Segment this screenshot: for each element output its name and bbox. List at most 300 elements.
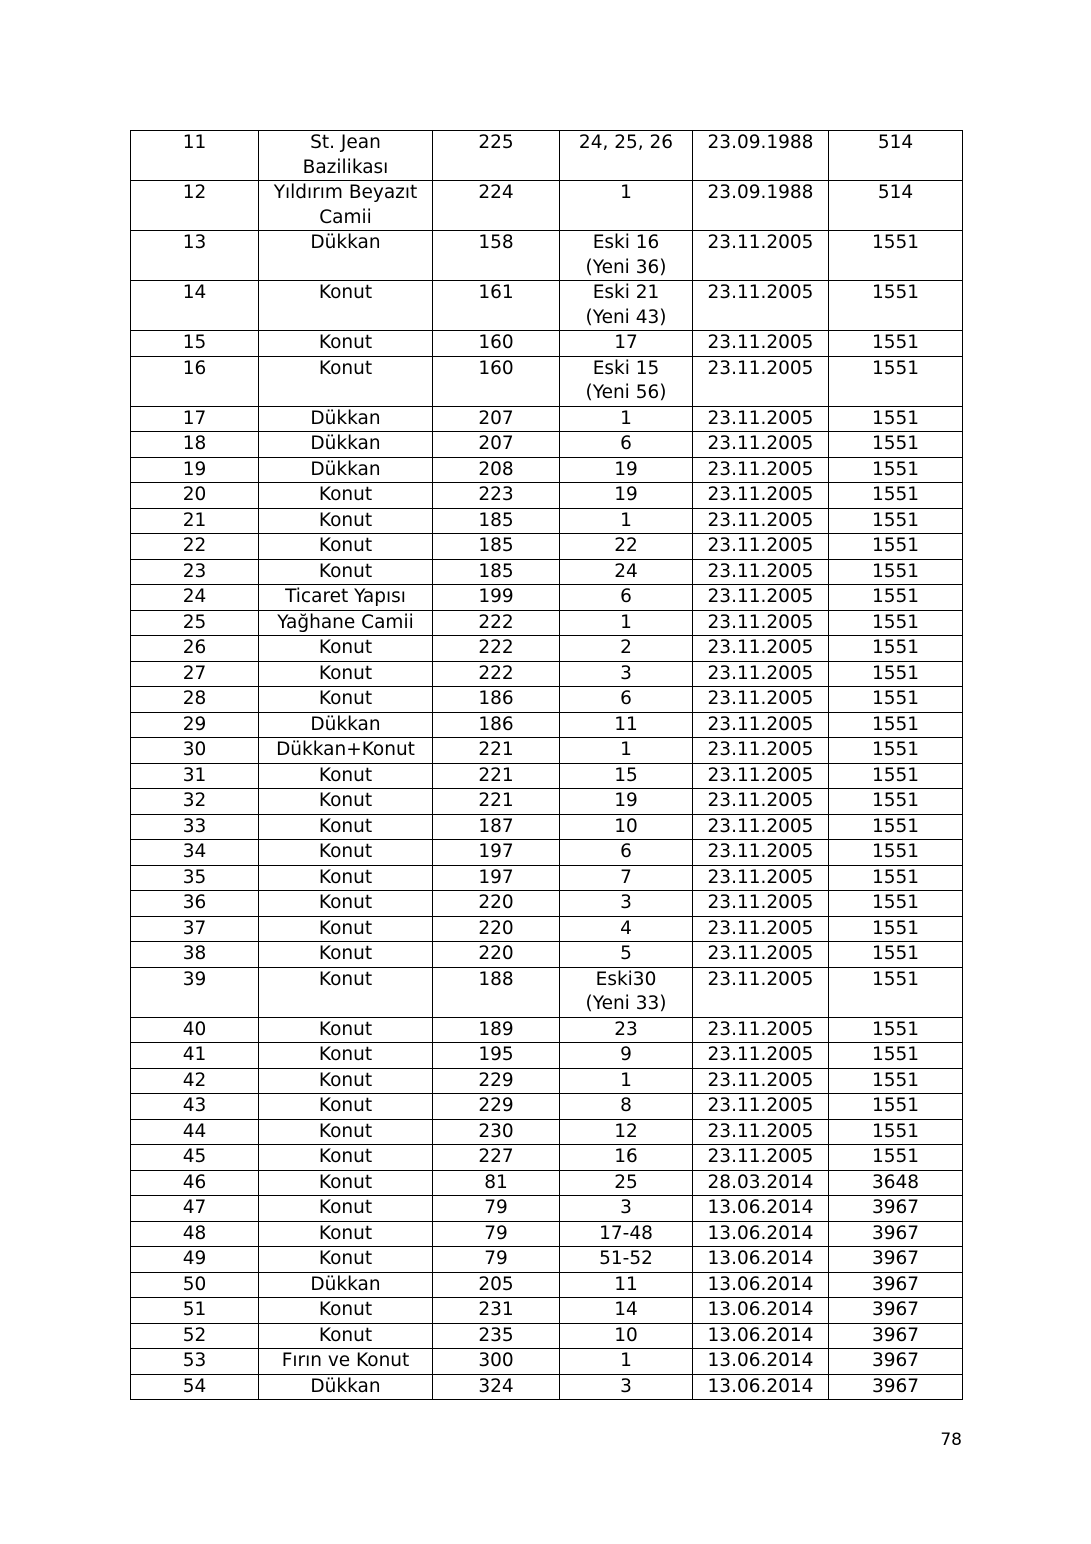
parcel-number-cell: 2 [560,636,693,662]
table-row [131,916,963,942]
parcel-number-cell: 1 [560,1349,693,1375]
decision-date-cell: 23.11.2005 [693,661,829,687]
row-number-cell: 44 [131,1119,259,1145]
table-row [131,687,963,713]
row-number-cell: 42 [131,1068,259,1094]
block-number-cell: 300 [433,1349,560,1375]
decision-date-cell: 23.11.2005 [693,231,829,281]
parcel-number-cell: 16 [560,1145,693,1171]
decision-number-cell: 1551 [829,967,963,1017]
decision-date-cell: 13.06.2014 [693,1374,829,1400]
parcel-number-cell: 17-48 [560,1221,693,1247]
decision-number-cell: 1551 [829,789,963,815]
table-row [131,814,963,840]
decision-number-cell: 3967 [829,1323,963,1349]
decision-date-cell: 23.11.2005 [693,457,829,483]
parcel-number-cell: 3 [560,891,693,917]
row-number-cell: 32 [131,789,259,815]
parcel-number-cell: 11 [560,712,693,738]
parcel-number-cell: 25 [560,1170,693,1196]
parcel-number-cell: Eski 21 (Yeni 43) [560,281,693,331]
registry-table [130,130,963,1400]
decision-number-cell: 3967 [829,1247,963,1273]
building-type-cell: Konut [259,331,433,357]
building-type-cell: Dükkan+Konut [259,738,433,764]
decision-number-cell: 1551 [829,712,963,738]
decision-date-cell: 23.09.1988 [693,131,829,181]
row-number-cell: 31 [131,763,259,789]
block-number-cell: 187 [433,814,560,840]
row-number-cell: 48 [131,1221,259,1247]
row-number-cell: 51 [131,1298,259,1324]
decision-number-cell: 1551 [829,916,963,942]
row-number-cell: 53 [131,1349,259,1375]
parcel-number-cell: 24 [560,559,693,585]
row-number-cell: 14 [131,281,259,331]
table-row [131,1094,963,1120]
table-row [131,1119,963,1145]
parcel-number-cell: 9 [560,1043,693,1069]
decision-date-cell: 23.11.2005 [693,331,829,357]
building-type-cell: Dükkan [259,406,433,432]
row-number-cell: 26 [131,636,259,662]
parcel-number-cell: 3 [560,1374,693,1400]
block-number-cell: 324 [433,1374,560,1400]
decision-number-cell: 514 [829,181,963,231]
parcel-number-cell: 8 [560,1094,693,1120]
decision-date-cell: 23.11.2005 [693,406,829,432]
parcel-number-cell: Eski 15 (Yeni 56) [560,356,693,406]
decision-date-cell: 13.06.2014 [693,1349,829,1375]
decision-date-cell: 23.11.2005 [693,916,829,942]
block-number-cell: 207 [433,432,560,458]
decision-number-cell: 1551 [829,814,963,840]
block-number-cell: 197 [433,865,560,891]
decision-number-cell: 1551 [829,687,963,713]
row-number-cell: 47 [131,1196,259,1222]
block-number-cell: 195 [433,1043,560,1069]
block-number-cell: 185 [433,559,560,585]
decision-date-cell: 23.11.2005 [693,1094,829,1120]
decision-date-cell: 23.11.2005 [693,738,829,764]
block-number-cell: 208 [433,457,560,483]
decision-number-cell: 1551 [829,865,963,891]
decision-date-cell: 28.03.2014 [693,1170,829,1196]
table-row [131,508,963,534]
table-row [131,942,963,968]
decision-date-cell: 23.11.2005 [693,687,829,713]
parcel-number-cell: 11 [560,1272,693,1298]
building-type-cell: St. Jean Bazilikası [259,131,433,181]
table-row [131,585,963,611]
decision-date-cell: 23.11.2005 [693,840,829,866]
block-number-cell: 230 [433,1119,560,1145]
building-type-cell: Yağhane Camii [259,610,433,636]
decision-number-cell: 1551 [829,636,963,662]
decision-number-cell: 1551 [829,331,963,357]
table-row [131,789,963,815]
block-number-cell: 160 [433,356,560,406]
table-row [131,457,963,483]
parcel-number-cell: 24, 25, 26 [560,131,693,181]
table-row [131,1170,963,1196]
parcel-number-cell: 6 [560,687,693,713]
table-row [131,331,963,357]
building-type-cell: Dükkan [259,231,433,281]
parcel-number-cell: 19 [560,483,693,509]
parcel-number-cell: 22 [560,534,693,560]
building-type-cell: Konut [259,559,433,585]
decision-number-cell: 1551 [829,1068,963,1094]
building-type-cell: Fırın ve Konut [259,1349,433,1375]
block-number-cell: 229 [433,1068,560,1094]
building-type-cell: Konut [259,356,433,406]
decision-number-cell: 1551 [829,610,963,636]
row-number-cell: 28 [131,687,259,713]
decision-number-cell: 3967 [829,1196,963,1222]
block-number-cell: 235 [433,1323,560,1349]
decision-date-cell: 23.11.2005 [693,508,829,534]
building-type-cell: Konut [259,865,433,891]
parcel-number-cell: Eski30 (Yeni 33) [560,967,693,1017]
decision-date-cell: 23.11.2005 [693,789,829,815]
row-number-cell: 39 [131,967,259,1017]
decision-date-cell: 23.11.2005 [693,891,829,917]
row-number-cell: 43 [131,1094,259,1120]
decision-date-cell: 23.11.2005 [693,1145,829,1171]
decision-date-cell: 13.06.2014 [693,1298,829,1324]
table-row [131,763,963,789]
decision-date-cell: 23.11.2005 [693,763,829,789]
building-type-cell: Konut [259,840,433,866]
parcel-number-cell: 12 [560,1119,693,1145]
decision-date-cell: 23.09.1988 [693,181,829,231]
table-row [131,131,963,181]
table-row [131,1068,963,1094]
decision-number-cell: 1551 [829,457,963,483]
decision-number-cell: 1551 [829,1145,963,1171]
row-number-cell: 30 [131,738,259,764]
row-number-cell: 24 [131,585,259,611]
decision-number-cell: 1551 [829,738,963,764]
building-type-cell: Dükkan [259,432,433,458]
parcel-number-cell: 6 [560,585,693,611]
block-number-cell: 221 [433,789,560,815]
building-type-cell: Konut [259,1094,433,1120]
building-type-cell: Ticaret Yapısı [259,585,433,611]
decision-number-cell: 1551 [829,356,963,406]
building-type-cell: Konut [259,789,433,815]
block-number-cell: 222 [433,610,560,636]
decision-number-cell: 1551 [829,840,963,866]
table-row [131,281,963,331]
building-type-cell: Konut [259,942,433,968]
block-number-cell: 207 [433,406,560,432]
block-number-cell: 220 [433,891,560,917]
decision-date-cell: 23.11.2005 [693,610,829,636]
decision-number-cell: 514 [829,131,963,181]
parcel-number-cell: 6 [560,432,693,458]
table-row [131,231,963,281]
parcel-number-cell: 5 [560,942,693,968]
decision-date-cell: 23.11.2005 [693,559,829,585]
building-type-cell: Dükkan [259,1374,433,1400]
building-type-cell: Konut [259,891,433,917]
table-row [131,534,963,560]
decision-number-cell: 1551 [829,891,963,917]
block-number-cell: 229 [433,1094,560,1120]
decision-date-cell: 13.06.2014 [693,1272,829,1298]
decision-number-cell: 1551 [829,1043,963,1069]
block-number-cell: 185 [433,534,560,560]
row-number-cell: 34 [131,840,259,866]
decision-number-cell: 1551 [829,942,963,968]
parcel-number-cell: 4 [560,916,693,942]
block-number-cell: 205 [433,1272,560,1298]
building-type-cell: Dükkan [259,1272,433,1298]
parcel-number-cell: 17 [560,331,693,357]
block-number-cell: 220 [433,916,560,942]
decision-number-cell: 3967 [829,1221,963,1247]
decision-number-cell: 1551 [829,763,963,789]
building-type-cell: Konut [259,1068,433,1094]
decision-date-cell: 23.11.2005 [693,432,829,458]
table-row [131,738,963,764]
building-type-cell: Konut [259,636,433,662]
decision-date-cell: 23.11.2005 [693,865,829,891]
row-number-cell: 36 [131,891,259,917]
row-number-cell: 52 [131,1323,259,1349]
row-number-cell: 33 [131,814,259,840]
row-number-cell: 45 [131,1145,259,1171]
parcel-number-cell: 1 [560,406,693,432]
decision-date-cell: 23.11.2005 [693,814,829,840]
row-number-cell: 22 [131,534,259,560]
building-type-cell: Konut [259,281,433,331]
block-number-cell: 161 [433,281,560,331]
block-number-cell: 185 [433,508,560,534]
parcel-number-cell: 1 [560,610,693,636]
row-number-cell: 40 [131,1017,259,1043]
parcel-number-cell: 15 [560,763,693,789]
decision-number-cell: 1551 [829,1094,963,1120]
parcel-number-cell: 51-52 [560,1247,693,1273]
block-number-cell: 79 [433,1247,560,1273]
row-number-cell: 54 [131,1374,259,1400]
row-number-cell: 18 [131,432,259,458]
table-row [131,636,963,662]
decision-number-cell: 1551 [829,432,963,458]
table-row [131,840,963,866]
row-number-cell: 15 [131,331,259,357]
building-type-cell: Konut [259,1196,433,1222]
decision-number-cell: 3967 [829,1374,963,1400]
page-number: 78 [940,1430,962,1450]
row-number-cell: 19 [131,457,259,483]
table-row [131,1349,963,1375]
block-number-cell: 227 [433,1145,560,1171]
parcel-number-cell: 1 [560,508,693,534]
row-number-cell: 17 [131,406,259,432]
table-row [131,406,963,432]
row-number-cell: 12 [131,181,259,231]
table-body [131,131,963,1400]
decision-number-cell: 1551 [829,534,963,560]
decision-date-cell: 23.11.2005 [693,942,829,968]
table-row [131,1374,963,1400]
row-number-cell: 13 [131,231,259,281]
block-number-cell: 189 [433,1017,560,1043]
table-row [131,967,963,1017]
building-type-cell: Konut [259,1119,433,1145]
building-type-cell: Konut [259,661,433,687]
row-number-cell: 23 [131,559,259,585]
decision-date-cell: 23.11.2005 [693,281,829,331]
row-number-cell: 41 [131,1043,259,1069]
parcel-number-cell: 19 [560,789,693,815]
decision-date-cell: 23.11.2005 [693,1017,829,1043]
block-number-cell: 188 [433,967,560,1017]
decision-number-cell: 1551 [829,585,963,611]
decision-number-cell: 3967 [829,1272,963,1298]
row-number-cell: 50 [131,1272,259,1298]
parcel-number-cell: 3 [560,661,693,687]
decision-date-cell: 23.11.2005 [693,636,829,662]
table-row [131,1221,963,1247]
block-number-cell: 225 [433,131,560,181]
decision-number-cell: 3967 [829,1298,963,1324]
building-type-cell: Dükkan [259,712,433,738]
block-number-cell: 160 [433,331,560,357]
parcel-number-cell: 3 [560,1196,693,1222]
decision-date-cell: 23.11.2005 [693,483,829,509]
block-number-cell: 186 [433,712,560,738]
row-number-cell: 27 [131,661,259,687]
building-type-cell: Konut [259,916,433,942]
parcel-number-cell: 7 [560,865,693,891]
block-number-cell: 81 [433,1170,560,1196]
block-number-cell: 222 [433,636,560,662]
decision-date-cell: 23.11.2005 [693,1043,829,1069]
block-number-cell: 220 [433,942,560,968]
decision-date-cell: 13.06.2014 [693,1323,829,1349]
block-number-cell: 231 [433,1298,560,1324]
table-row [131,891,963,917]
block-number-cell: 223 [433,483,560,509]
table-row [131,610,963,636]
decision-number-cell: 1551 [829,661,963,687]
block-number-cell: 79 [433,1196,560,1222]
parcel-number-cell: 19 [560,457,693,483]
decision-number-cell: 1551 [829,1119,963,1145]
building-type-cell: Konut [259,1145,433,1171]
table-row [131,1196,963,1222]
table-row [131,1272,963,1298]
block-number-cell: 197 [433,840,560,866]
table-row [131,712,963,738]
decision-number-cell: 1551 [829,281,963,331]
building-type-cell: Konut [259,1017,433,1043]
building-type-cell: Konut [259,483,433,509]
building-type-cell: Konut [259,967,433,1017]
building-type-cell: Konut [259,534,433,560]
table-row [131,1247,963,1273]
parcel-number-cell: 1 [560,181,693,231]
table-row [131,1298,963,1324]
parcel-number-cell: Eski 16 (Yeni 36) [560,231,693,281]
building-type-cell: Konut [259,687,433,713]
decision-number-cell: 1551 [829,1017,963,1043]
building-type-cell: Konut [259,1043,433,1069]
decision-date-cell: 13.06.2014 [693,1196,829,1222]
decision-number-cell: 3967 [829,1349,963,1375]
table-row [131,865,963,891]
row-number-cell: 46 [131,1170,259,1196]
table-row [131,356,963,406]
decision-number-cell: 1551 [829,559,963,585]
parcel-number-cell: 1 [560,1068,693,1094]
row-number-cell: 16 [131,356,259,406]
building-type-cell: Dükkan [259,457,433,483]
building-type-cell: Konut [259,763,433,789]
building-type-cell: Yıldırım Beyazıt Camii [259,181,433,231]
row-number-cell: 37 [131,916,259,942]
table-row [131,483,963,509]
building-type-cell: Konut [259,508,433,534]
parcel-number-cell: 10 [560,1323,693,1349]
row-number-cell: 25 [131,610,259,636]
row-number-cell: 20 [131,483,259,509]
table-row [131,661,963,687]
block-number-cell: 79 [433,1221,560,1247]
decision-date-cell: 23.11.2005 [693,356,829,406]
row-number-cell: 49 [131,1247,259,1273]
parcel-number-cell: 1 [560,738,693,764]
row-number-cell: 21 [131,508,259,534]
building-type-cell: Konut [259,1298,433,1324]
decision-number-cell: 1551 [829,406,963,432]
decision-date-cell: 23.11.2005 [693,712,829,738]
block-number-cell: 199 [433,585,560,611]
row-number-cell: 29 [131,712,259,738]
block-number-cell: 158 [433,231,560,281]
decision-number-cell: 3648 [829,1170,963,1196]
decision-number-cell: 1551 [829,231,963,281]
row-number-cell: 35 [131,865,259,891]
building-type-cell: Konut [259,1247,433,1273]
building-type-cell: Konut [259,1170,433,1196]
building-type-cell: Konut [259,1221,433,1247]
table-row [131,432,963,458]
table-row [131,1017,963,1043]
decision-date-cell: 13.06.2014 [693,1221,829,1247]
table-row [131,1323,963,1349]
building-type-cell: Konut [259,1323,433,1349]
parcel-number-cell: 6 [560,840,693,866]
decision-date-cell: 13.06.2014 [693,1247,829,1273]
row-number-cell: 11 [131,131,259,181]
parcel-number-cell: 14 [560,1298,693,1324]
block-number-cell: 221 [433,763,560,789]
block-number-cell: 221 [433,738,560,764]
table-row [131,181,963,231]
decision-date-cell: 23.11.2005 [693,1119,829,1145]
block-number-cell: 224 [433,181,560,231]
parcel-number-cell: 10 [560,814,693,840]
decision-date-cell: 23.11.2005 [693,585,829,611]
block-number-cell: 222 [433,661,560,687]
block-number-cell: 186 [433,687,560,713]
